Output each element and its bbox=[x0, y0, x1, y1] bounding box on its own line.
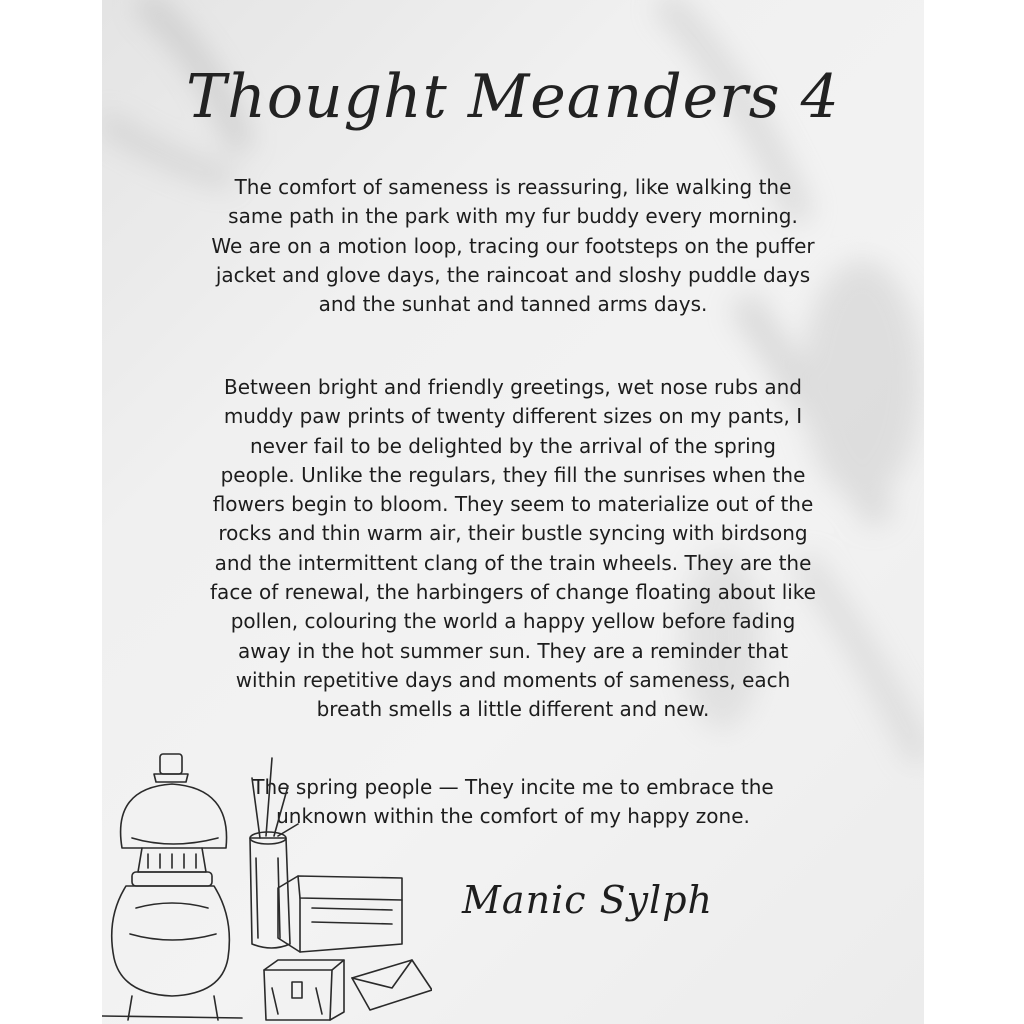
oil-lamp-icon bbox=[102, 754, 242, 1020]
paragraph-1: The comfort of sameness is reassuring, like walking the same path in the park with my fur buddy every morning. We are on a motion loop, tracing our footsteps on the puffer jacket and glove days, the raincoat and sloshy puddle days and the sunhat and tanned arms days. bbox=[211, 175, 815, 317]
paper-sheet bbox=[102, 0, 924, 1024]
envelope-icon bbox=[352, 960, 432, 1010]
still-life-sketch-icon bbox=[102, 738, 432, 1024]
paragraph-3: The spring people — They incite me to embrace the unknown within the comfort of my happy zone. bbox=[252, 775, 774, 829]
inkwell-icon bbox=[264, 960, 344, 1020]
paragraph-2: Between bright and friendly greetings, wet nose rubs and muddy paw prints of twenty different sizes on my pants, I never fail to be delighted by the arrival of the spring people. Unlike the regulars, they fill the sunrises when the flowers begin to bloom. They seem to materialize out of the rocks and thin warm air, their bustle syncing with birdsong and the intermittent clang of the train wheels. They are the face of renewal, the harbingers of change floating about like pollen, colouring the world a happy yellow before fading away in the hot summer sun. They are a reminder that within repetitive days and moments of sameness, each breath smells a little different and new. bbox=[210, 375, 816, 722]
signature: Manic Sylph bbox=[462, 878, 714, 922]
page-title: Thought Meanders 4 bbox=[186, 62, 840, 132]
pen-holder-icon bbox=[250, 758, 298, 948]
box-icon bbox=[278, 876, 402, 952]
